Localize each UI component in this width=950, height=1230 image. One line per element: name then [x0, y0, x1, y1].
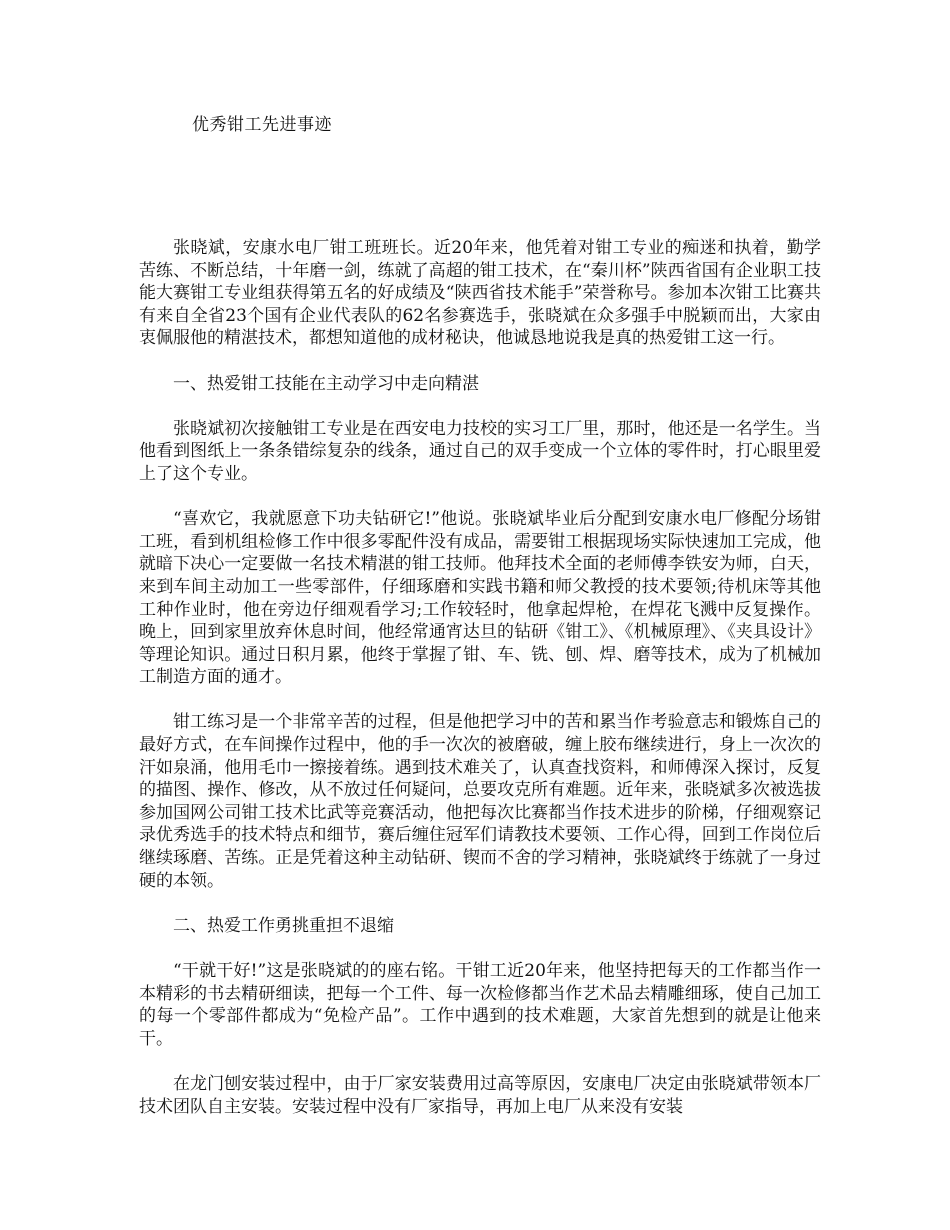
paragraph-learning: “喜欢它，我就愿意下功夫钻研它!”他说。张晓斌毕业后分配到安康水电厂修配分场钳工班，看到机组检修工作中很多零配件没有成品，需要钳工根据现场实际快速加工完成，他就暗下决心一定要做一名技术精湛的钳工技师。他拜技术全面的老师傅李铁安为师，白天，来到车间主动加工一些零部件，仔细琢磨和实践书籍和师父教授的技术要领;待机床等其他工种作业时，他在旁边仔细观看学习;工作较轻时，他拿起焊枪，在焊花飞溅中反复操作。晚上，回到家里放弃休息时间，他经常通宵达旦的钻研《钳工》、《机械原理》、《夹具设计》等理论知识。通过日积月累，他终于掌握了钳、车、铣、刨、焊、磨等技术，成为了机械加工制造方面的通才。	[139, 509, 821, 688]
paragraph-motto: “干就干好!”这是张晓斌的的座右铭。干钳工近20年来，他坚持把每天的工作都当作一本精彩的书去精研细读，把每一个工件、每一次检修都当作艺术品去精雕细琢，使自己加工的每一个零部件都成为“免检产品”。工作中遇到的技术难题，大家首先想到的就是让他来干。	[139, 961, 821, 1049]
document-title: 优秀钳工先进事迹	[192, 115, 332, 135]
paragraph-intro: 张晓斌，安康水电厂钳工班班长。近20年来，他凭着对钳工专业的痴迷和执着，勤学苦练、不断总结，十年磨一剑，练就了高超的钳工技术，在“秦川杯”陕西省国有企业职工技能大赛钳工专业组获得第五名的好成绩及“陕西省技术能手”荣誉称号。参加本次钳工比赛共有来自全省23个国有企业代表队的62名参赛选手，张晓斌在众多强手中脱颖而出，大家由衷佩服他的精湛技术，都想知道他的成材秘诀，他诚恳地说我是真的热爱钳工这一行。	[139, 238, 821, 349]
section-heading-1: 一、热爱钳工技能在主动学习中走向精湛	[173, 373, 479, 394]
document-body	[139, 237, 821, 1141]
paragraph-practice: 钳工练习是一个非常辛苦的过程，但是他把学习中的苦和累当作考验意志和锻炼自己的最好方式，在车间操作过程中，他的手一次次的被磨破，缠上胶布继续进行，身上一次次的汗如泉涌，他用毛巾一擦接着练。遇到技术难关了，认真查找资料，和师傅深入探讨，反复的描图、操作、修改，从不放过任何疑问，总要攻克所有难题。近年来，张晓斌多次被选拔参加国网公司钳工技术比武等竞赛活动，他把每次比赛都当作技术进步的阶梯，仔细观察记录优秀选手的技术特点和细节，赛后缠住冠军们请教技术要领、工作心得，回到工作岗位后继续琢磨、苦练。正是凭着这种主动钻研、锲而不舍的学习精神，张晓斌终于练就了一身过硬的本领。	[139, 712, 821, 891]
paragraph-installation: 在龙门刨安装过程中，由于厂家安装费用过高等原因，安康电厂决定由张晓斌带领本厂技术团队自主安装。安装过程中没有厂家指导，再加上电厂从来没有安装	[139, 1073, 821, 1117]
section-heading-2: 二、热爱工作勇挑重担不退缩	[173, 915, 394, 936]
paragraph-first-contact: 张晓斌初次接触钳工专业是在西安电力技校的实习工厂里，那时，他还是一名学生。当他看到图纸上一条条错综复杂的线条，通过自己的双手变成一个立体的零件时，打心眼里爱上了这个专业。	[139, 418, 821, 484]
